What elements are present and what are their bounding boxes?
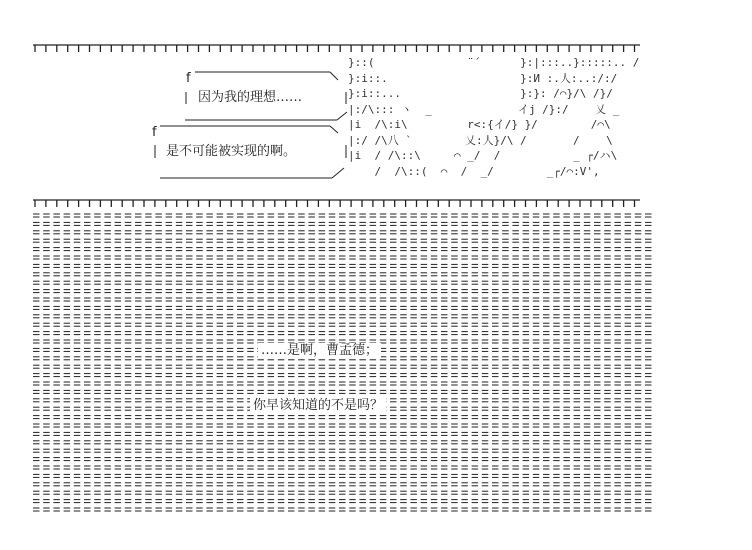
caption-line-2: 你早该知道的不是吗？ <box>250 398 386 414</box>
bubble1-text: 因为我的理想…… <box>198 90 303 105</box>
bubble2-corner: f <box>152 125 157 140</box>
equals-fill-block <box>33 214 652 511</box>
top-tick-border <box>33 45 640 52</box>
mid-tick-border <box>33 200 640 207</box>
bubble1-corner: f <box>186 71 191 86</box>
bubble2-text: 是不可能被实现的啊。 <box>166 144 297 159</box>
ascii-art-character: }::( ¨´ }:|:::..}:::::.. / }:i::. }:И :.人:..:/:/ }:i::... }:}: /⌒}/\ /}/ |:/\::: ヽ _ イj /}:/ 乂 _ |i /\:i\ r<:{イ/} }/ /⌒\ |:/ /\八 ` 乂:人}/\ / / \ |i / /\::\ ⌒ _/ / _ ┌/ハ\ / /\::( ⌒ / _/ _┌/⌒:V', <box>348 56 640 178</box>
caption-line-1: ……是啊，曹孟德； <box>258 343 381 359</box>
